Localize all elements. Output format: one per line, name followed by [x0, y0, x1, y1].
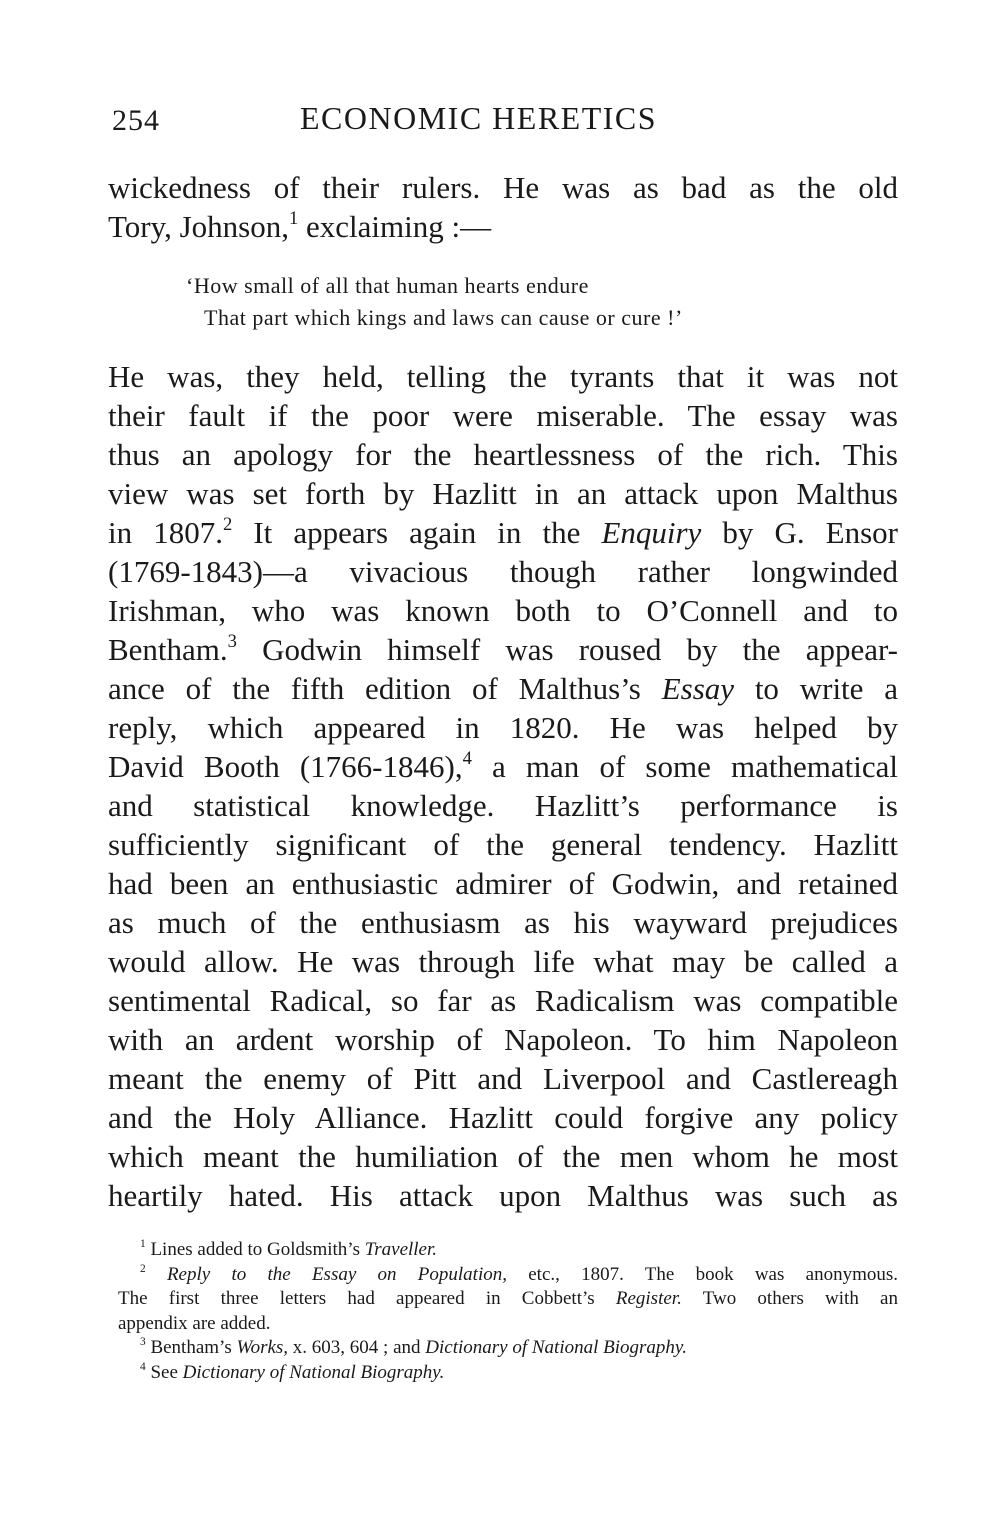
- italic-title: Enquiry: [601, 515, 702, 550]
- text-span: Tory, Johnson,: [108, 209, 289, 244]
- text-line: [108, 207, 898, 246]
- text-span: The first three letters had appeared in Cobbett’s: [118, 1288, 616, 1309]
- text-line: (1769-1843)—a vivacious though rather longwinded: [108, 554, 898, 589]
- text-line: meant the enemy of Pitt and Liverpool and Castlereagh: [108, 1061, 898, 1096]
- text-line: reply, which appeared in 1820. He was helped by: [108, 710, 898, 745]
- text-span: Two others with an: [681, 1288, 898, 1309]
- text-line: thus an apology for the heartlessness of the rich. This: [108, 437, 898, 472]
- main-paragraph: [108, 358, 898, 1216]
- footnote-4: [118, 1361, 898, 1386]
- italic-title: Register.: [615, 1288, 682, 1309]
- text-line: He was, they held, telling the tyrants that it was not: [108, 359, 898, 394]
- text-line: their fault if the poor were miserable. The essay was: [108, 398, 898, 433]
- footnote-number: 1: [140, 1238, 146, 1251]
- opening-paragraph: [108, 168, 898, 246]
- italic-title: Traveller.: [364, 1239, 438, 1260]
- footnote-ref: 3: [227, 630, 237, 652]
- italic-title: Works,: [236, 1337, 289, 1358]
- page-number: 254: [112, 104, 160, 137]
- footnote-ref: 2: [222, 513, 233, 535]
- text-line: view was set forth by Hazlitt in an attack upon Malthus: [108, 476, 898, 511]
- footnote-2: [118, 1263, 898, 1288]
- italic-title: Dictionary of National Biography.: [425, 1337, 688, 1358]
- italic-title: Dictionary of National Biography.: [182, 1361, 445, 1383]
- text-span: etc., 1807. The book was anonymous.: [506, 1263, 898, 1285]
- text-line: [108, 631, 898, 670]
- verse-line: ‘How small of all that human hearts endure: [186, 273, 589, 298]
- italic-title: Essay: [661, 671, 735, 706]
- footnote-1: [118, 1238, 898, 1263]
- text-span: ance of the fifth edition of Malthus’s: [108, 671, 662, 706]
- text-span: a man of some mathematical: [471, 749, 898, 784]
- text-line: Irishman, who was known both to O’Connell and to: [108, 593, 898, 628]
- text-span: by G. Ensor: [701, 515, 899, 550]
- verse-line: That part which kings and laws can cause or cure !’: [204, 305, 683, 330]
- footnote-2-line: [118, 1287, 898, 1312]
- text-line: [108, 514, 898, 553]
- text-span: Lines added to Goldsmith’s: [145, 1239, 365, 1260]
- text-line: as much of the enthusiasm as his wayward prejudices: [108, 905, 898, 940]
- running-head: ECONOMIC HERETICS: [300, 100, 658, 136]
- footnote-number: 4: [140, 1360, 146, 1373]
- text-line: heartily hated. His attack upon Malthus was such as: [108, 1178, 898, 1213]
- verse-quotation: [186, 270, 826, 334]
- text-span: It appears again in the: [232, 515, 602, 550]
- text-span: Godwin himself was roused by the appear-: [236, 632, 898, 667]
- text-line: with an ardent worship of Napoleon. To him Napoleon: [108, 1022, 898, 1057]
- text-line: would allow. He was through life what may be called a: [108, 944, 898, 979]
- text-line: sufficiently significant of the general tendency. Hazlitt: [108, 827, 898, 862]
- footnote-ref: 1: [288, 207, 299, 229]
- text-line: [108, 748, 898, 787]
- text-line: wickedness of their rulers. He was as bad as the old: [108, 170, 898, 205]
- text-line: had been an enthusiastic admirer of Godwin, and retained: [108, 866, 898, 901]
- footnote-3: [118, 1336, 898, 1361]
- text-span: to write a: [734, 671, 898, 706]
- footnote-number: 3: [140, 1336, 146, 1349]
- text-span: Bentham’s: [145, 1337, 237, 1358]
- footnotes: [118, 1238, 898, 1385]
- text-span: exclaiming :—: [306, 209, 492, 244]
- text-line: [108, 670, 898, 709]
- italic-title: Reply to the Essay on Population,: [145, 1263, 507, 1285]
- text-line: and the Holy Alliance. Hazlitt could forgive any policy: [108, 1100, 898, 1135]
- text-span: x. 603, 604 ; and: [288, 1337, 426, 1358]
- text-span: in 1807.: [108, 515, 223, 550]
- footnote-number: 2: [140, 1262, 146, 1275]
- text-line: sentimental Radical, so far as Radicalism was compatible: [108, 983, 898, 1018]
- text-span: Bentham.: [108, 632, 228, 667]
- footnote-2-line: appendix are added.: [118, 1312, 271, 1334]
- text-span: David Booth (1766-1846),: [108, 749, 463, 784]
- text-span: See: [145, 1361, 183, 1383]
- text-line: and statistical knowledge. Hazlitt’s performance is: [108, 788, 898, 823]
- text-line: which meant the humiliation of the men whom he most: [108, 1139, 898, 1174]
- footnote-ref: 4: [462, 747, 472, 769]
